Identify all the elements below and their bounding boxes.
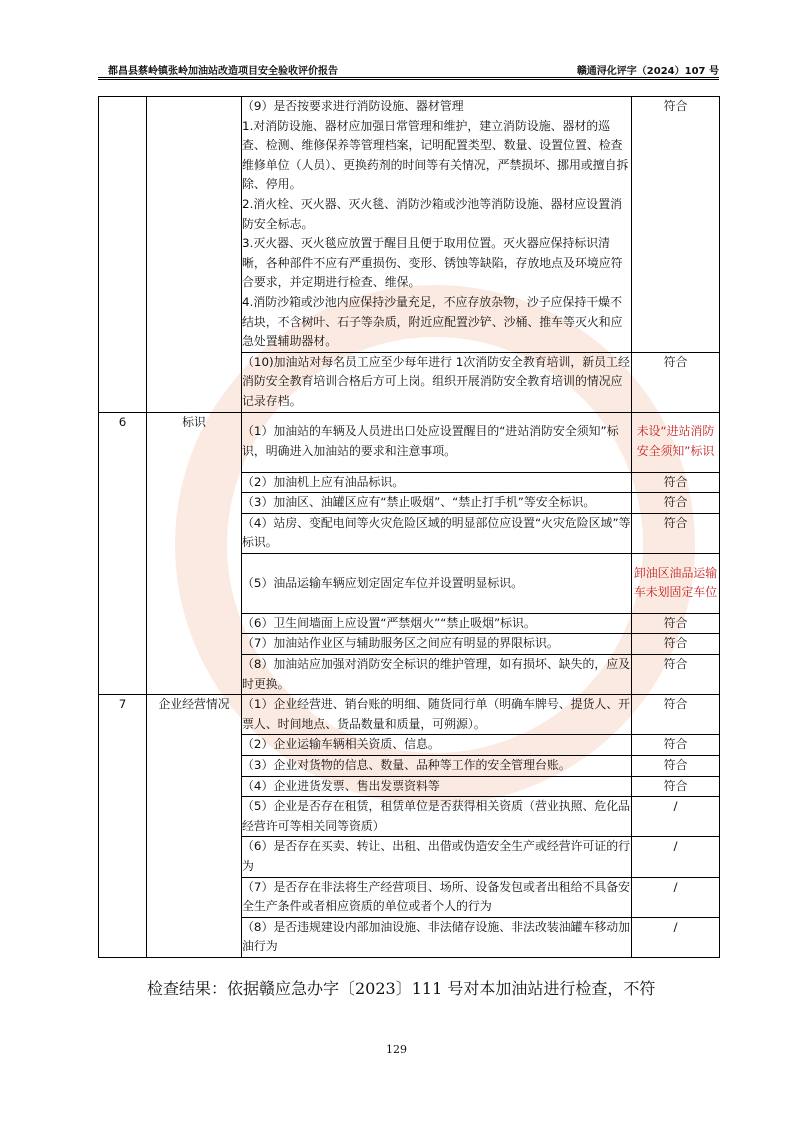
check-result: 符合 [632,756,720,777]
check-result-nonconform: 未设“进站消防安全须知”标识 [632,412,720,472]
check-result: / [632,917,720,957]
check-content: （2）企业运输车辆相关资质、信息。 [242,735,632,756]
check-content: （7）是否存在非法将生产经营项目、场所、设备发包或者出租给不具备安全生产条件或者相应资质的单位或者个人的行为 [242,877,632,917]
check-content-text: （9）是否按要求进行消防设施、器材管理 1.对消防设施、器材应加强日常管理和维护，建立消防设施、器材的巡查、检测、维修保养等管理档案，记明配置类型、数量、设置位置、检查维修单位（人员）、更换药剂的时间等有关情况，严禁损坏、挪用或擅自拆除、停用。 2.消火栓、灭火器、灭火毯、消防沙箱或沙池等消防设施、器材应设置消防安全标志。 3.灭火器、灭火毯应放置于醒目且便于取用位置。灭火器应保持标识清晰，各种部件不应有严重损伤、变形、锈蚀等缺陷，存放地点及环境应符合要求，并定期进行检查、维保。 4.消防沙箱或沙池内应保持沙量充足，不应存放杂物，沙子应保持干燥不结块，不含树叶、石子等杂质，附近应配置沙铲、沙桶、推车等灭火和应急处置辅助器材。 [242,99,629,349]
check-content: （6）卫生间墙面上应设置“严禁烟火”“禁止吸烟”标识。 [242,613,632,634]
header-report-title: 都昌县蔡岭镇张岭加油站改造项目安全验收评价报告 [108,66,338,77]
check-content: （5）企业是否存在租赁，租赁单位是否获得相关资质（营业执照、危化品经营许可等相关同等资质） [242,797,632,837]
check-result: 符合 [632,695,720,735]
check-result: / [632,837,720,877]
item-category-cell [147,97,242,413]
table-row [99,695,720,735]
check-content: （8）加油站应加强对消防安全标识的维护管理，如有损坏、缺失的，应及时更换。 [242,655,632,695]
check-result: 符合 [632,472,720,493]
page-number: 129 [386,1043,407,1056]
inspection-table [98,96,720,958]
header-rule-thin [98,79,719,80]
check-content: （8）是否违规建设内部加油设施、非法储存设施、非法改装油罐车移动加油行为 [242,917,632,957]
header-rule [98,77,719,78]
check-result: 符合 [632,776,720,797]
check-result: 符合 [632,735,720,756]
check-content: （10)加油站对每名员工应至少每年进行 1次消防安全教育培训，新员工经消防安全教育培训合格后方可上岗。组织开展消防安全教育培训的情况应记录存档。 [242,352,632,412]
item-category: 企业经营情况 [147,695,242,958]
check-result: 符合 [632,97,720,353]
header-document-number: 赣通浔化评字（2024）107 号 [576,66,719,77]
inspection-conclusion: 检查结果：依据赣应急办字〔2023〕111 号对本加油站进行检查，不符 [147,979,656,998]
check-result: 符合 [632,513,720,553]
check-result: 符合 [632,493,720,514]
item-number: 7 [99,695,147,958]
check-content [242,97,632,353]
item-category: 标识 [147,412,242,695]
check-content: （2）加油机上应有油品标识。 [242,472,632,493]
table-row [99,412,720,472]
check-content: （4）企业进货发票、售出发票资料等 [242,776,632,797]
check-result: 符合 [632,634,720,655]
check-content: （7）加油站作业区与辅助服务区之间应有明显的界限标识。 [242,634,632,655]
check-content: （3）加油区、油罐区应有“禁止吸烟”、“禁止打手机”等安全标识。 [242,493,632,514]
check-content: （4）站房、变配电间等火灾危险区域的明显部位应设置“火灾危险区域”等标识。 [242,513,632,553]
check-content: （1）加油站的车辆及人员进出口处应设置醒目的“进站消防安全须知”标识，明确进入加油站的要求和注意事项。 [242,412,632,472]
check-result-nonconform: 卸油区油品运输车未划固定车位 [632,553,720,613]
check-result: / [632,797,720,837]
check-content: （1）企业经营进、销台账的明细、随货同行单（明确车牌号、提货人、开票人、时间地点、货品数量和质量，可朔源）。 [242,695,632,735]
check-content: （6）是否存在买卖、转让、出租、出借或伪造安全生产或经营许可证的行为 [242,837,632,877]
page-header [98,62,719,76]
check-content: （3）企业对货物的信息、数量、品种等工作的安全管理台账。 [242,756,632,777]
table-row [99,97,720,353]
check-result: 符合 [632,352,720,412]
check-result: / [632,877,720,917]
check-result: 符合 [632,655,720,695]
item-number: 6 [99,412,147,695]
check-result: 符合 [632,613,720,634]
item-number-cell [99,97,147,413]
check-content: （5）油品运输车辆应划定固定车位并设置明显标识。 [242,553,632,613]
